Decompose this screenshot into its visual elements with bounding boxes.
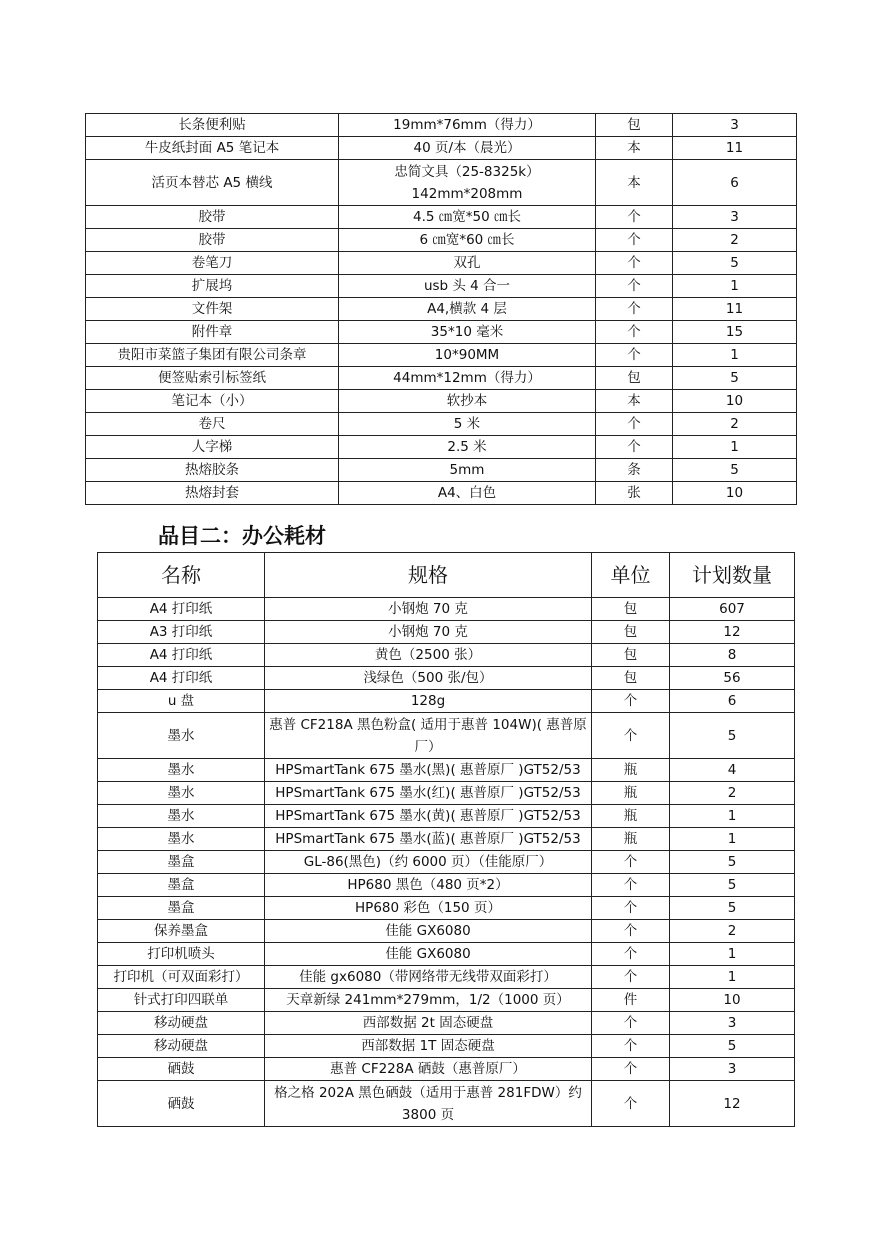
table-row [86, 298, 797, 321]
table-row [98, 805, 795, 828]
cell-spec: 5mm [339, 459, 596, 482]
cell-spec: A4,横款 4 层 [339, 298, 596, 321]
cell-unit: 个 [592, 1058, 670, 1081]
cell-name: 移动硬盘 [98, 1012, 265, 1035]
cell-spec: HP680 彩色（150 页） [265, 897, 592, 920]
table-row [98, 1035, 795, 1058]
cell-spec: 西部数据 2t 固态硬盘 [265, 1012, 592, 1035]
cell-qty: 8 [670, 644, 795, 667]
cell-unit: 个 [592, 1081, 670, 1127]
cell-unit: 包 [592, 621, 670, 644]
cell-name: 贵阳市菜篮子集团有限公司条章 [86, 344, 339, 367]
cell-name: 打印机喷头 [98, 943, 265, 966]
cell-unit: 本 [596, 137, 673, 160]
table-row [86, 206, 797, 229]
cell-qty: 11 [673, 298, 797, 321]
table-row [98, 920, 795, 943]
cell-spec: 西部数据 1T 固态硬盘 [265, 1035, 592, 1058]
cell-name: 墨盒 [98, 897, 265, 920]
table-row [98, 713, 795, 759]
cell-name: A4 打印纸 [98, 644, 265, 667]
cell-qty: 5 [670, 851, 795, 874]
cell-qty: 4 [670, 759, 795, 782]
cell-name: 胶带 [86, 229, 339, 252]
table-row [86, 436, 797, 459]
cell-spec: 惠普 CF228A 硒鼓（惠普原厂） [265, 1058, 592, 1081]
cell-unit: 包 [592, 667, 670, 690]
cell-qty: 10 [673, 482, 797, 505]
cell-name: 便签贴索引标签纸 [86, 367, 339, 390]
cell-qty: 3 [670, 1012, 795, 1035]
cell-unit: 个 [592, 920, 670, 943]
cell-name: 打印机（可双面彩打） [98, 966, 265, 989]
cell-qty: 5 [670, 713, 795, 759]
cell-spec: usb 头 4 合一 [339, 275, 596, 298]
cell-spec: 黄色（2500 张） [265, 644, 592, 667]
cell-spec: HPSmartTank 675 墨水(黄)( 惠普原厂 )GT52/53 [265, 805, 592, 828]
cell-spec: 35*10 毫米 [339, 321, 596, 344]
cell-unit: 瓶 [592, 782, 670, 805]
cell-qty: 3 [670, 1058, 795, 1081]
cell-spec: 佳能 gx6080（带网络带无线带双面彩打） [265, 966, 592, 989]
cell-spec: 2.5 米 [339, 436, 596, 459]
table-row [86, 114, 797, 137]
cell-spec: HPSmartTank 675 墨水(黑)( 惠普原厂 )GT52/53 [265, 759, 592, 782]
cell-name: 墨水 [98, 782, 265, 805]
cell-unit: 个 [596, 275, 673, 298]
cell-qty: 1 [670, 805, 795, 828]
cell-spec: 惠普 CF218A 黑色粉盒( 适用于惠普 104W)( 惠普原厂） [265, 713, 592, 759]
cell-unit: 个 [596, 344, 673, 367]
cell-name: 活页本替芯 A5 横线 [86, 160, 339, 206]
table-row [86, 413, 797, 436]
table-row [98, 690, 795, 713]
table-row [86, 321, 797, 344]
cell-name: 热熔胶条 [86, 459, 339, 482]
table-row [86, 367, 797, 390]
cell-name: 热熔封套 [86, 482, 339, 505]
cell-unit: 个 [596, 298, 673, 321]
cell-name: A4 打印纸 [98, 598, 265, 621]
cell-unit: 条 [596, 459, 673, 482]
header-unit: 单位 [592, 553, 670, 598]
cell-name: 移动硬盘 [98, 1035, 265, 1058]
table-row [98, 1058, 795, 1081]
cell-spec: 10*90MM [339, 344, 596, 367]
cell-unit: 个 [592, 966, 670, 989]
cell-unit: 瓶 [592, 805, 670, 828]
table-row [98, 989, 795, 1012]
table-row [86, 390, 797, 413]
cell-unit: 个 [592, 851, 670, 874]
cell-unit: 个 [592, 943, 670, 966]
table-row [98, 828, 795, 851]
cell-qty: 1 [670, 828, 795, 851]
cell-qty: 10 [673, 390, 797, 413]
cell-unit: 包 [596, 367, 673, 390]
cell-qty: 5 [673, 367, 797, 390]
cell-spec: 双孔 [339, 252, 596, 275]
cell-qty: 1 [670, 966, 795, 989]
cell-spec: 佳能 GX6080 [265, 943, 592, 966]
cell-name: 附件章 [86, 321, 339, 344]
cell-qty: 5 [673, 459, 797, 482]
table-row [98, 782, 795, 805]
table-row [86, 229, 797, 252]
cell-name: 笔记本（小） [86, 390, 339, 413]
table-row [98, 621, 795, 644]
cell-name: 保养墨盒 [98, 920, 265, 943]
cell-unit: 本 [596, 390, 673, 413]
table-row [86, 344, 797, 367]
cell-qty: 1 [673, 436, 797, 459]
cell-name: 硒鼓 [98, 1058, 265, 1081]
cell-name: 文件架 [86, 298, 339, 321]
cell-qty: 607 [670, 598, 795, 621]
cell-name: A4 打印纸 [98, 667, 265, 690]
cell-name: 人字梯 [86, 436, 339, 459]
cell-qty: 12 [670, 1081, 795, 1127]
cell-qty: 1 [673, 344, 797, 367]
cell-spec: 小钢炮 70 克 [265, 598, 592, 621]
table-row [98, 667, 795, 690]
cell-unit: 个 [592, 897, 670, 920]
cell-spec: 5 米 [339, 413, 596, 436]
table-row [98, 1081, 795, 1127]
cell-name: 长条便利贴 [86, 114, 339, 137]
cell-qty: 5 [670, 874, 795, 897]
table-row [98, 943, 795, 966]
header-qty: 计划数量 [670, 553, 795, 598]
cell-qty: 10 [670, 989, 795, 1012]
cell-unit: 个 [596, 413, 673, 436]
cell-unit: 个 [596, 252, 673, 275]
table-row [98, 966, 795, 989]
cell-qty: 5 [673, 252, 797, 275]
header-name: 名称 [98, 553, 265, 598]
cell-unit: 瓶 [592, 759, 670, 782]
cell-name: 墨盒 [98, 851, 265, 874]
cell-qty: 12 [670, 621, 795, 644]
cell-unit: 个 [592, 874, 670, 897]
cell-name: 墨水 [98, 805, 265, 828]
cell-qty: 5 [670, 897, 795, 920]
cell-qty: 6 [670, 690, 795, 713]
cell-unit: 包 [592, 598, 670, 621]
cell-spec: 浅绿色（500 张/包） [265, 667, 592, 690]
cell-name: 墨盒 [98, 874, 265, 897]
cell-unit: 个 [596, 321, 673, 344]
cell-name: 墨水 [98, 713, 265, 759]
table-row [86, 275, 797, 298]
cell-unit: 张 [596, 482, 673, 505]
cell-spec: 佳能 GX6080 [265, 920, 592, 943]
cell-spec: 4.5 ㎝宽*50 ㎝长 [339, 206, 596, 229]
cell-qty: 3 [673, 206, 797, 229]
cell-spec: 6 ㎝宽*60 ㎝长 [339, 229, 596, 252]
table-row [86, 482, 797, 505]
cell-qty: 1 [670, 943, 795, 966]
table-header-row [98, 553, 795, 598]
cell-spec: 软抄本 [339, 390, 596, 413]
cell-name: 墨水 [98, 759, 265, 782]
cell-name: 卷笔刀 [86, 252, 339, 275]
cell-spec: HPSmartTank 675 墨水(蓝)( 惠普原厂 )GT52/53 [265, 828, 592, 851]
cell-spec: HPSmartTank 675 墨水(红)( 惠普原厂 )GT52/53 [265, 782, 592, 805]
cell-qty: 2 [673, 229, 797, 252]
cell-unit: 个 [596, 229, 673, 252]
cell-name: 牛皮纸封面 A5 笔记本 [86, 137, 339, 160]
cell-spec: 天章新绿 241mm*279mm，1/2（1000 页） [265, 989, 592, 1012]
cell-name: 针式打印四联单 [98, 989, 265, 1012]
cell-unit: 包 [592, 644, 670, 667]
cell-unit: 个 [592, 690, 670, 713]
cell-spec: 19mm*76mm（得力） [339, 114, 596, 137]
cell-qty: 3 [673, 114, 797, 137]
cell-qty: 6 [673, 160, 797, 206]
table-row [98, 874, 795, 897]
cell-qty: 11 [673, 137, 797, 160]
table-row [98, 759, 795, 782]
cell-name: 扩展坞 [86, 275, 339, 298]
cell-spec: 小钢炮 70 克 [265, 621, 592, 644]
cell-name: 卷尺 [86, 413, 339, 436]
table-row [98, 897, 795, 920]
table-row [98, 1012, 795, 1035]
cell-qty: 2 [673, 413, 797, 436]
cell-name: 硒鼓 [98, 1081, 265, 1127]
cell-spec: GL-86(黑色)（约 6000 页）（佳能原厂） [265, 851, 592, 874]
cell-unit: 个 [592, 1012, 670, 1035]
table-row [86, 252, 797, 275]
table-row [98, 598, 795, 621]
cell-qty: 2 [670, 920, 795, 943]
cell-name: u 盘 [98, 690, 265, 713]
cell-spec: 格之格 202A 黑色硒鼓（适用于惠普 281FDW）约 3800 页 [265, 1081, 592, 1127]
cell-name: A3 打印纸 [98, 621, 265, 644]
cell-name: 墨水 [98, 828, 265, 851]
cell-qty: 5 [670, 1035, 795, 1058]
cell-spec: A4、白色 [339, 482, 596, 505]
table-row [86, 160, 797, 206]
cell-spec: 128g [265, 690, 592, 713]
cell-qty: 1 [673, 275, 797, 298]
cell-unit: 件 [592, 989, 670, 1012]
cell-unit: 个 [596, 436, 673, 459]
table-row [86, 137, 797, 160]
table-row [86, 459, 797, 482]
header-spec: 规格 [265, 553, 592, 598]
cell-unit: 瓶 [592, 828, 670, 851]
office-consumables-table [97, 552, 795, 1127]
table-row [98, 851, 795, 874]
cell-unit: 个 [592, 713, 670, 759]
cell-unit: 本 [596, 160, 673, 206]
cell-spec: 44mm*12mm（得力） [339, 367, 596, 390]
cell-unit: 包 [596, 114, 673, 137]
cell-spec: 忠简文具（25-8325k）142mm*208mm [339, 160, 596, 206]
cell-qty: 2 [670, 782, 795, 805]
cell-qty: 56 [670, 667, 795, 690]
cell-name: 胶带 [86, 206, 339, 229]
cell-unit: 个 [596, 206, 673, 229]
cell-spec: 40 页/本（晨光） [339, 137, 596, 160]
cell-unit: 个 [592, 1035, 670, 1058]
office-supplies-table-continued [85, 113, 797, 505]
table-row [98, 644, 795, 667]
section-title-office-consumables: 品目二：办公耗材 [158, 523, 326, 548]
cell-spec: HP680 黑色（480 页*2） [265, 874, 592, 897]
cell-qty: 15 [673, 321, 797, 344]
